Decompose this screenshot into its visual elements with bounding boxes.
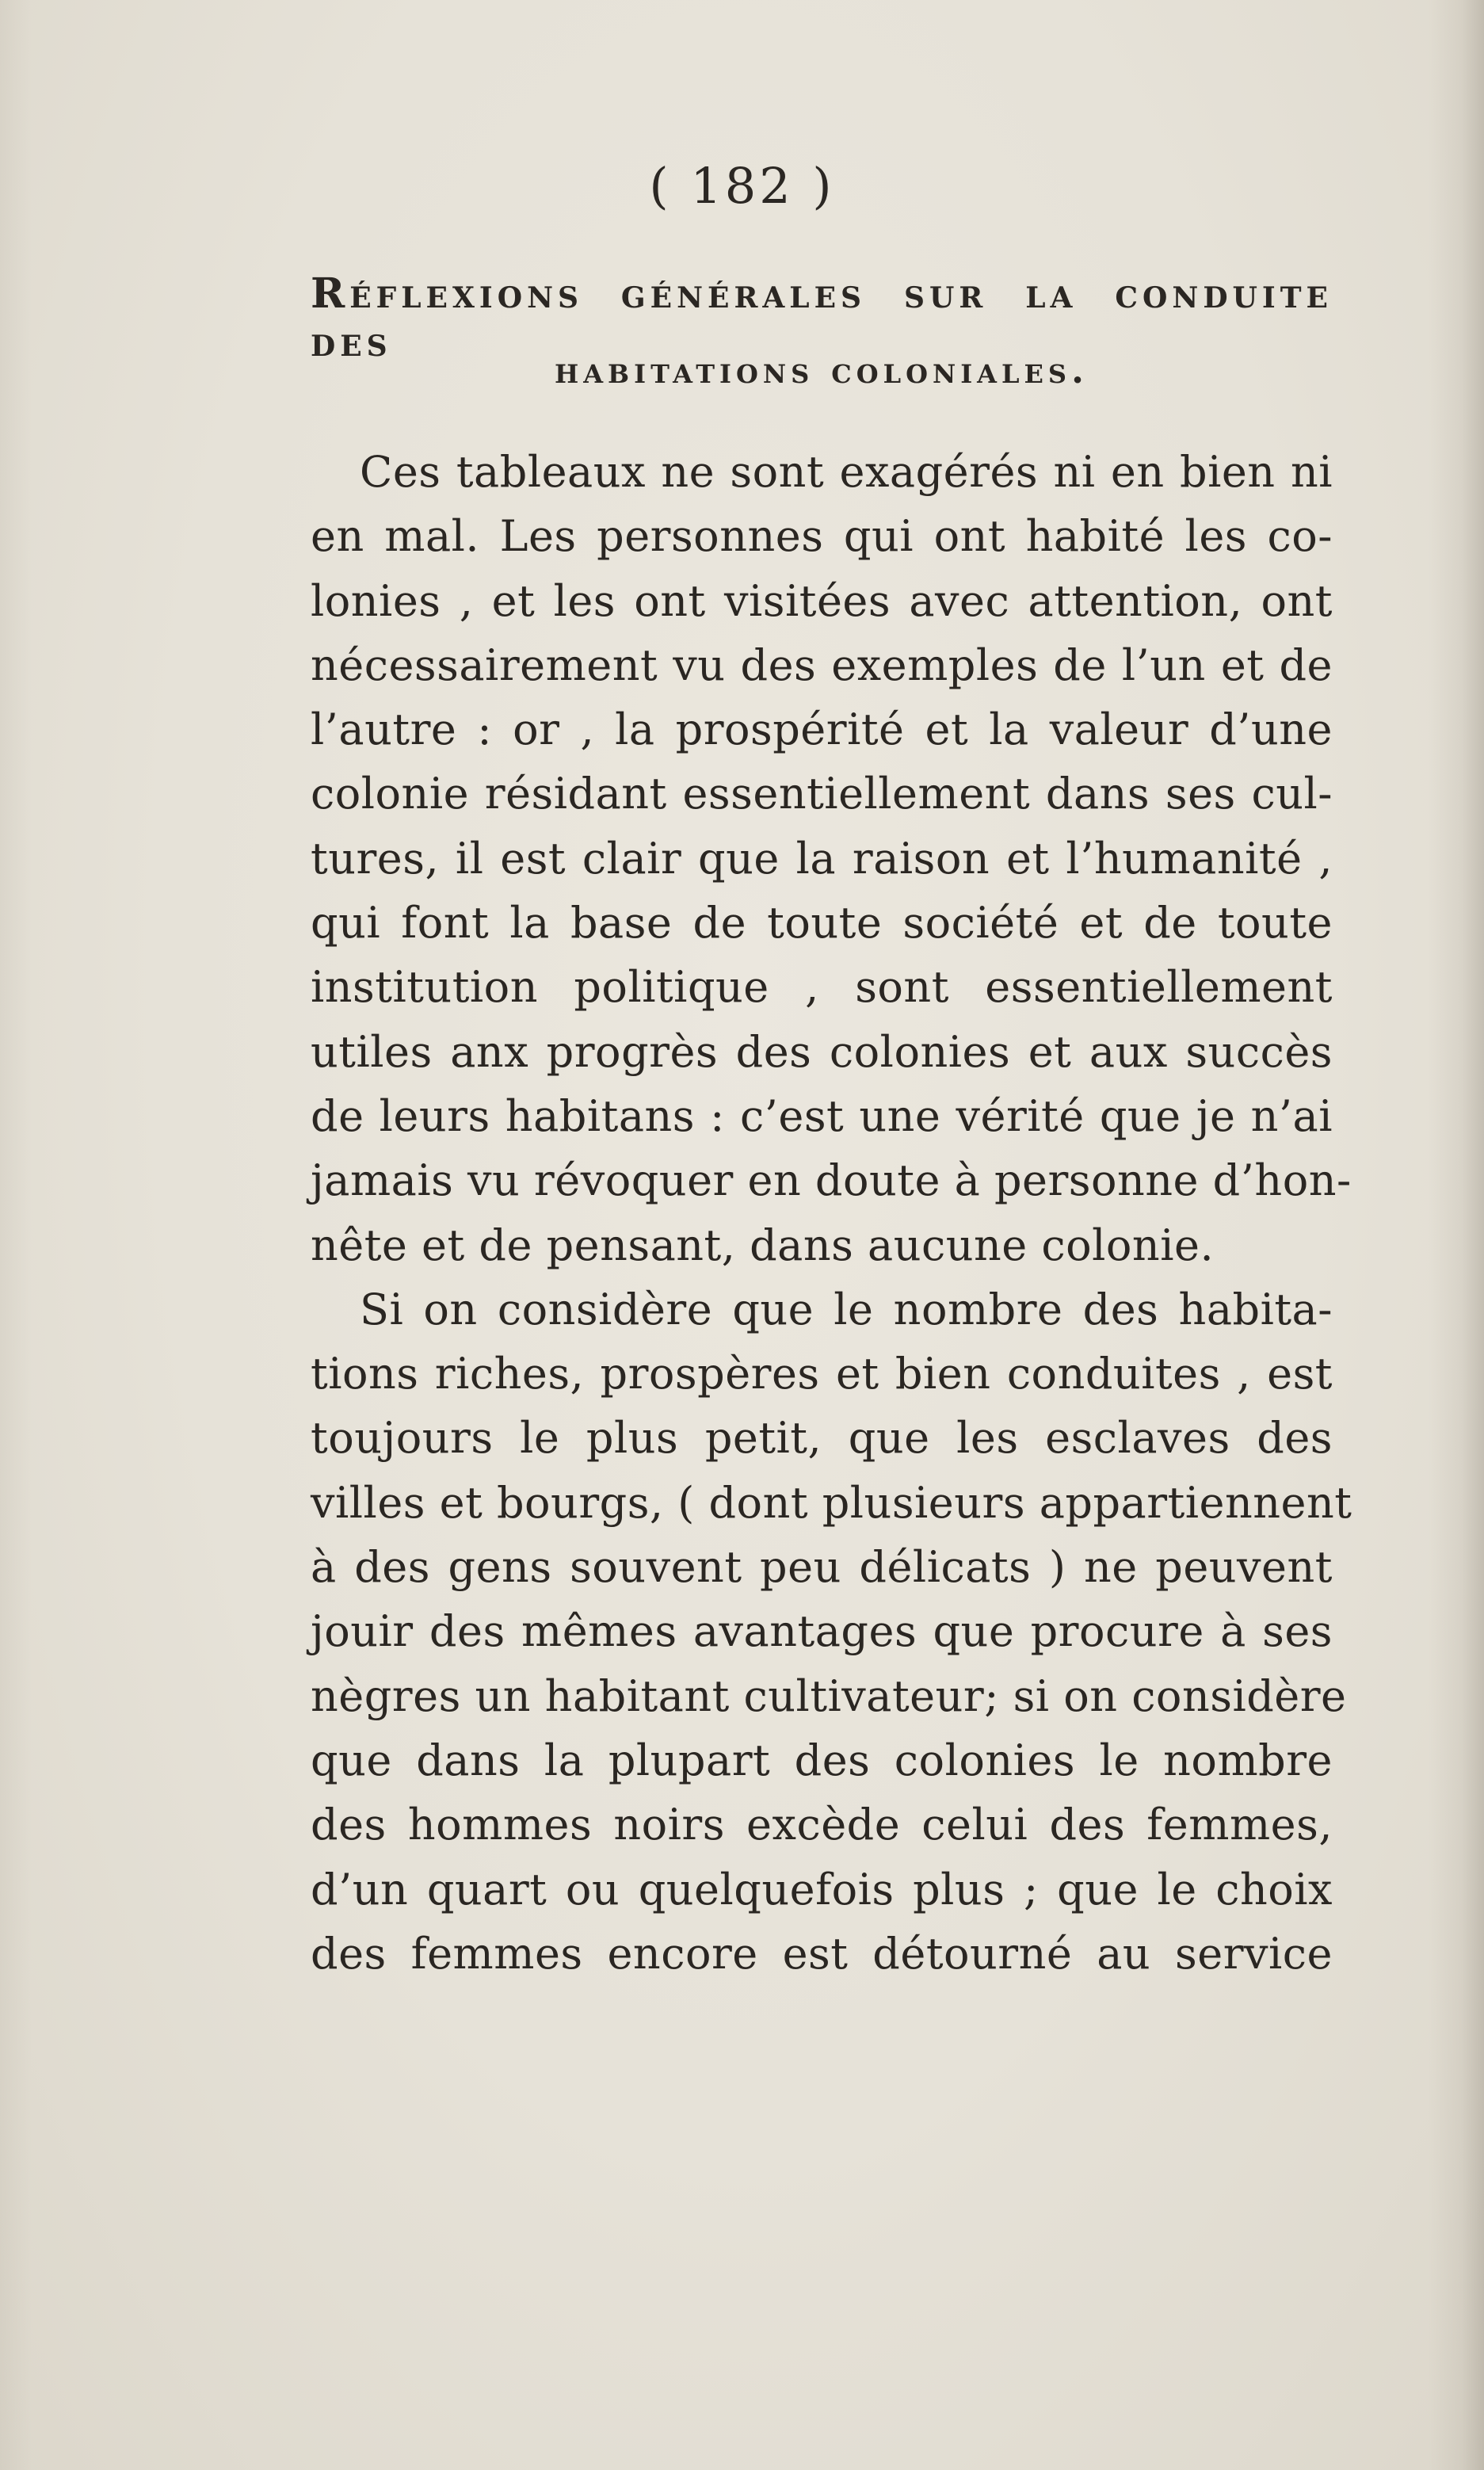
page-number: ( 182 ) [649,157,835,215]
section-heading-line-1: Réflexions générales sur la conduite des [311,269,1333,366]
text-line: villes et bourgs, ( dont plusieurs appartiennent [311,1477,1352,1528]
text-line: institution politique , sont essentiellement [311,962,1333,1013]
text-line: toujours le plus petit, que les esclaves des [311,1413,1333,1464]
text-line: utiles anx progrès des colonies et aux succès [311,1026,1333,1077]
text-line: l’autre : or , la prospérité et la valeur d’une [311,704,1333,755]
text-line: en mal. Les personnes qui ont habité les co- [311,511,1333,562]
page-shadow-right [1429,0,1484,2470]
text-line: nécessairement vu des exemples de l’un et de [311,639,1333,690]
text-line: nête et de pensant, dans aucune colonie. [311,1220,1215,1270]
text-line: lonies , et les ont visitées avec attention, ont [311,575,1333,626]
text-line: Si on considère que le nombre des habita- [360,1284,1333,1334]
text-line: Ces tableaux ne sont exagérés ni en bien ni [360,447,1333,497]
text-line: jamais vu révoquer en doute à personne d’hon- [311,1155,1352,1206]
text-line: que dans la plupart des colonies le nombre [311,1735,1333,1785]
text-line: colonie résidant essentiellement dans ses cul- [311,769,1333,819]
text-line: des femmes encore est détourné au service [311,1928,1333,1979]
body-text [311,440,1352,1986]
text-line: des hommes noirs excède celui des femmes, [311,1800,1333,1850]
text-line: tures, il est clair que la raison et l’humanité , [311,833,1333,884]
text-line: à des gens souvent peu délicats ) ne peuvent [311,1542,1333,1593]
text-line: d’un quart ou quelquefois plus ; que le choix [311,1864,1333,1915]
text-line: jouir des mêmes avantages que procure à ses [311,1606,1333,1657]
page-shadow-left [0,0,32,2470]
text-line: qui font la base de toute société et de toute [311,898,1333,949]
text-line: de leurs habitans : c’est une vérité que je n’ai [311,1090,1333,1141]
text-line: tions riches, prospères et bien conduites , est [311,1349,1333,1399]
text-line: nègres un habitant cultivateur; si on considère [311,1670,1347,1721]
section-heading-line-2: habitations coloniales. [554,349,1089,391]
